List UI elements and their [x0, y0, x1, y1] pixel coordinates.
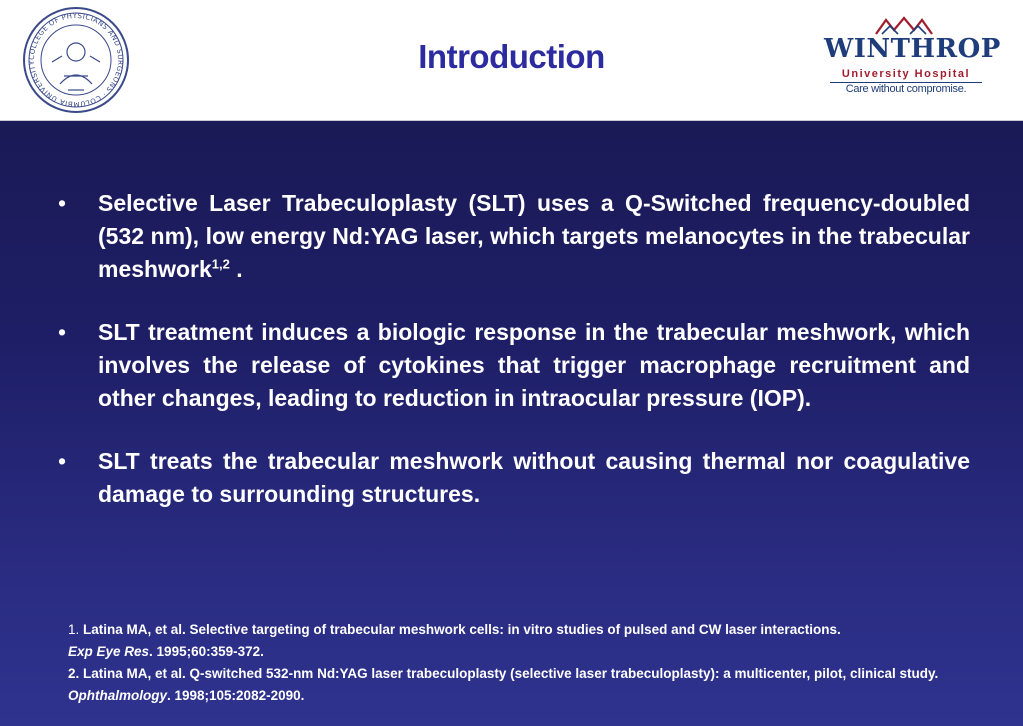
bullet-slt-definition: • Selective Laser Trabeculoplasty (SLT) uses a Q-Switched frequency-doubled (532 nm), low energy Nd:YAG laser, which targets melanocytes in the trabecular meshwork$^{1,2}$ .	[58, 187, 970, 286]
references	[68, 619, 998, 707]
svg-text:COLLEGE OF PHYSICIANS AND SURG: COLLEGE OF PHYSICIANS AND SURGEONS · COLUMBIA UNIVERSITY	[27, 11, 125, 109]
citation-superscript: 1,2	[211, 256, 230, 272]
slide-header	[0, 0, 1023, 121]
logo-subtitle: University Hospital	[841, 68, 971, 80]
page-title: Introduction	[418, 38, 605, 75]
reference-2-journal: Ophthalmology	[68, 688, 167, 703]
logo-name: WINTHROP	[824, 34, 1001, 64]
bullet-slt-mechanism: • SLT treatment induces a biologic response in the trabecular meshwork, which involves the release of cytokines that trigger macrophage recruitment and other changes, leading to reduction in intraocular pressure (IOP).	[58, 316, 970, 415]
winthrop-crown-icon	[872, 16, 936, 36]
winthrop-logo	[820, 16, 1001, 100]
slide-body	[0, 121, 1023, 726]
bullet-list	[58, 187, 970, 541]
bullet-slt-no-damage: • SLT treats the trabecular meshwork without causing thermal nor coagulative damage to surrounding structures.	[58, 445, 970, 511]
reference-1-journal: Exp Eye Res	[68, 644, 150, 659]
reference-2: 2. Latina MA, et al. Q-switched 532-nm Nd:YAG laser trabeculoplasty (selective laser trabeculoplasty): a multicenter, pilot, clinical study. Ophthalmology. 1998;105:2082-2090.	[68, 666, 939, 703]
reference-1: 1. Latina MA, et al. Selective targeting of trabecular meshwork cells: in vitro studies of pulsed and CW laser interactions. Exp Eye Res. 1995;60:359-372.	[68, 622, 841, 659]
logo-tagline: Care without compromise.	[845, 83, 967, 95]
